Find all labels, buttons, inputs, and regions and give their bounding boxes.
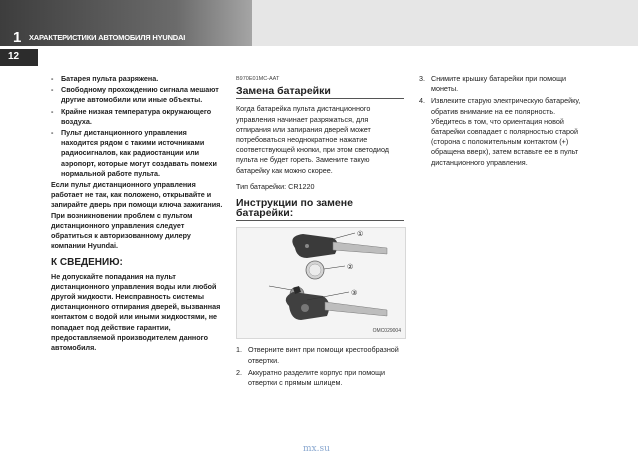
list-item	[236, 345, 404, 365]
section-code: B970E01MC-AAT	[236, 76, 280, 82]
list-item	[419, 96, 587, 167]
list-item: - Свободному прохождению сигнала мешают другие автомобили или иные объекты.	[51, 85, 223, 105]
section-heading: Замена батарейки	[236, 85, 331, 98]
watermark: mx.su	[303, 444, 330, 454]
list-item	[236, 368, 404, 388]
step-number: 4.	[419, 96, 425, 106]
battery-type: Тип батарейки: CR1220	[236, 181, 315, 191]
key-fob-open	[269, 286, 387, 320]
remote-trouble-paragraph: Если пульт дистанционного управления работает не так, как положено, открывайте и запирайте дверь при помощи ключа зажигания. При возникновении проблем с пультом дистанционного управления следует обратиться к авторизованному дилеру компании Hyundai.	[51, 180, 223, 251]
step-text: Отверните винт при помощи крестообразной отвертки.	[248, 345, 399, 365]
page-header	[0, 0, 638, 46]
step-text: Извлеките старую электрическую батарейку, обратив внимание на ее полярность. Убедитесь в том, что ориентация новой батарейки совпадает с полярностью старой (сторона с положительным контактом (+) обращена вверх), затем вставьте ее в пульт дистанционного управления.	[431, 96, 581, 167]
battery-cell	[306, 261, 345, 279]
heading-divider	[236, 220, 404, 221]
instructions-heading: Инструкции по замене батарейки:	[236, 197, 353, 220]
step-number: 2.	[236, 367, 242, 377]
bullet-text: Пульт дистанционного управления находится рядом с такими источниками радиосигналов, как радиостанции или аэропорт, которые могут создавать помехи нормальной работе пульта.	[61, 128, 217, 178]
figure-callout-2: ②	[347, 263, 354, 272]
bullet-text: Свободному прохождению сигнала мешают другие автомобили или иные объекты.	[61, 85, 219, 105]
step-text: Снимите крышку батарейки при помощи монеты.	[431, 74, 567, 94]
step-number: 3.	[419, 74, 425, 83]
chapter-number: 1	[13, 29, 22, 46]
list-item	[419, 74, 587, 94]
figure-code: OMC029004	[372, 328, 401, 335]
page-number: 12	[8, 51, 20, 62]
column-middle	[236, 74, 404, 390]
figure-callout-1: ①	[357, 230, 364, 239]
list-item: - Крайне низкая температура окружающего воздуха.	[51, 107, 223, 127]
page-number-box	[0, 49, 38, 66]
header-chapter-bar	[0, 0, 252, 46]
list-item: - Пульт дистанционного управления находится рядом с такими источниками радиосигналов, как радиостанции или аэропорт, которые могут создавать помехи нормальной работе пульта.	[51, 128, 223, 179]
remote-key-illustration	[237, 228, 405, 338]
figure-callout-3: ③	[351, 289, 358, 298]
note-heading: К СВЕДЕНИЮ:	[51, 257, 123, 269]
heading-divider	[236, 98, 404, 99]
column-left	[51, 74, 223, 353]
key-fob-closed	[292, 233, 387, 258]
bullet-text: Батарея пульта разряжена.	[61, 74, 159, 83]
battery-paragraph: Когда батарейка пульта дистанционного управления начинает разряжаться, для отпирания или запирания дверей может потребоваться неоднократное нажатие соответствующей кнопки, при этом светодиод пульта не будет гореть. Замените такую батарейку как можно скорее.	[236, 104, 389, 175]
list-item: - Батарея пульта разряжена.	[51, 74, 223, 84]
battery-replacement-figure	[236, 227, 406, 339]
chapter-title: ХАРАКТЕРИСТИКИ АВТОМОБИЛЯ HYUNDAI	[29, 33, 186, 42]
bullet-text: Крайне низкая температура окружающего воздуха.	[61, 106, 212, 126]
column-right	[419, 74, 587, 170]
step-number: 1.	[236, 345, 242, 355]
step-text: Аккуратно разделите корпус при помощи отвертки с прямым шлицем.	[248, 367, 386, 388]
note-text: Не допускайте попадания на пульт дистанционного управления воды или любой другой жидкости. Неисправность системы дистанционного отпирания дверей, вызванная контактом с водой или иными жидкостями, не попадает под действие гарантии, предоставляемой производителем данного автомобиля.	[51, 271, 221, 353]
